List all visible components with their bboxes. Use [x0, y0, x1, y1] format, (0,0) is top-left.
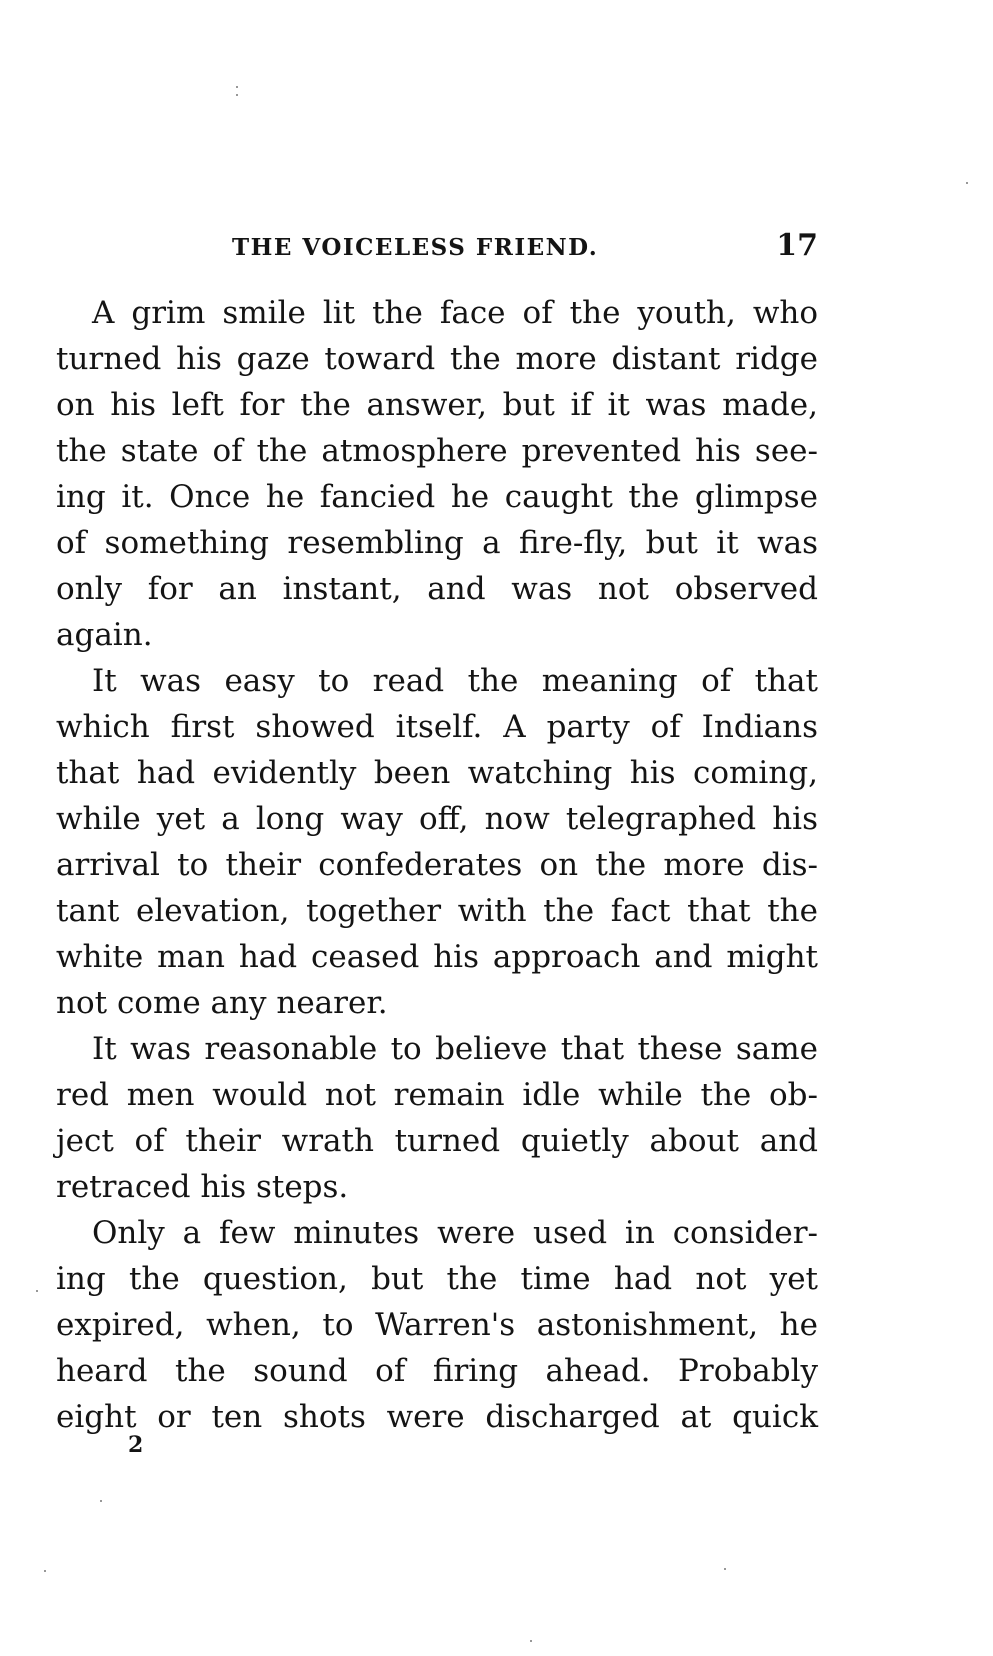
- text-line: ing it. Once he fancied he caught the glimpse: [56, 479, 818, 515]
- text-line: heard the sound of firing ahead. Probably: [56, 1353, 818, 1389]
- text-line: ing the question, but the time had not yet: [56, 1261, 818, 1297]
- print-speck: [36, 1290, 38, 1292]
- text-line: Only a few minutes were used in consider-: [92, 1215, 818, 1251]
- text-line: ject of their wrath turned quietly about and: [56, 1123, 818, 1159]
- text-line: only for an instant, and was not observed: [56, 571, 818, 607]
- text-line: again.: [56, 617, 153, 653]
- paragraph: [56, 290, 818, 658]
- text-line: which first showed itself. A party of Indians: [56, 709, 818, 745]
- print-speck: [966, 182, 968, 184]
- text-line: retraced his steps.: [56, 1169, 349, 1205]
- print-speck: [236, 94, 238, 96]
- text-line: It was easy to read the meaning of that: [92, 663, 818, 699]
- paragraph: [56, 1210, 818, 1440]
- text-line: arrival to their confederates on the more dis-: [56, 847, 818, 883]
- print-speck: [44, 1570, 46, 1572]
- body-text: [56, 290, 818, 1440]
- text-line: eight or ten shots were discharged at quick: [56, 1399, 818, 1435]
- print-speck: [724, 1568, 726, 1570]
- text-line: turned his gaze toward the more distant ridge: [56, 341, 818, 377]
- running-head: THE VOICELESS FRIEND.: [232, 234, 599, 261]
- paragraph: [56, 1026, 818, 1210]
- print-speck: [236, 86, 238, 88]
- text-line: on his left for the answer, but if it was made,: [56, 387, 818, 423]
- text-line: while yet a long way off, now telegraphed his: [56, 801, 818, 837]
- signature-mark: 2: [128, 1432, 144, 1458]
- print-speck: [530, 1640, 532, 1642]
- text-line: the state of the atmosphere prevented his see-: [56, 433, 818, 469]
- paragraph: [56, 658, 818, 1026]
- page-header: [56, 228, 818, 268]
- print-speck: [100, 1500, 102, 1502]
- text-line: A grim smile lit the face of the youth, who: [92, 295, 818, 331]
- text-line: of something resembling a fire-fly, but it was: [56, 525, 818, 561]
- text-line: tant elevation, together with the fact that the: [56, 893, 818, 929]
- text-line: expired, when, to Warren's astonishment, he: [56, 1307, 818, 1343]
- text-line: white man had ceased his approach and might: [56, 939, 818, 975]
- text-line: It was reasonable to believe that these same: [92, 1031, 818, 1067]
- text-line: that had evidently been watching his coming,: [56, 755, 818, 791]
- page-number: 17: [776, 228, 818, 263]
- text-line: not come any nearer.: [56, 985, 388, 1021]
- text-line: red men would not remain idle while the ob-: [56, 1077, 818, 1113]
